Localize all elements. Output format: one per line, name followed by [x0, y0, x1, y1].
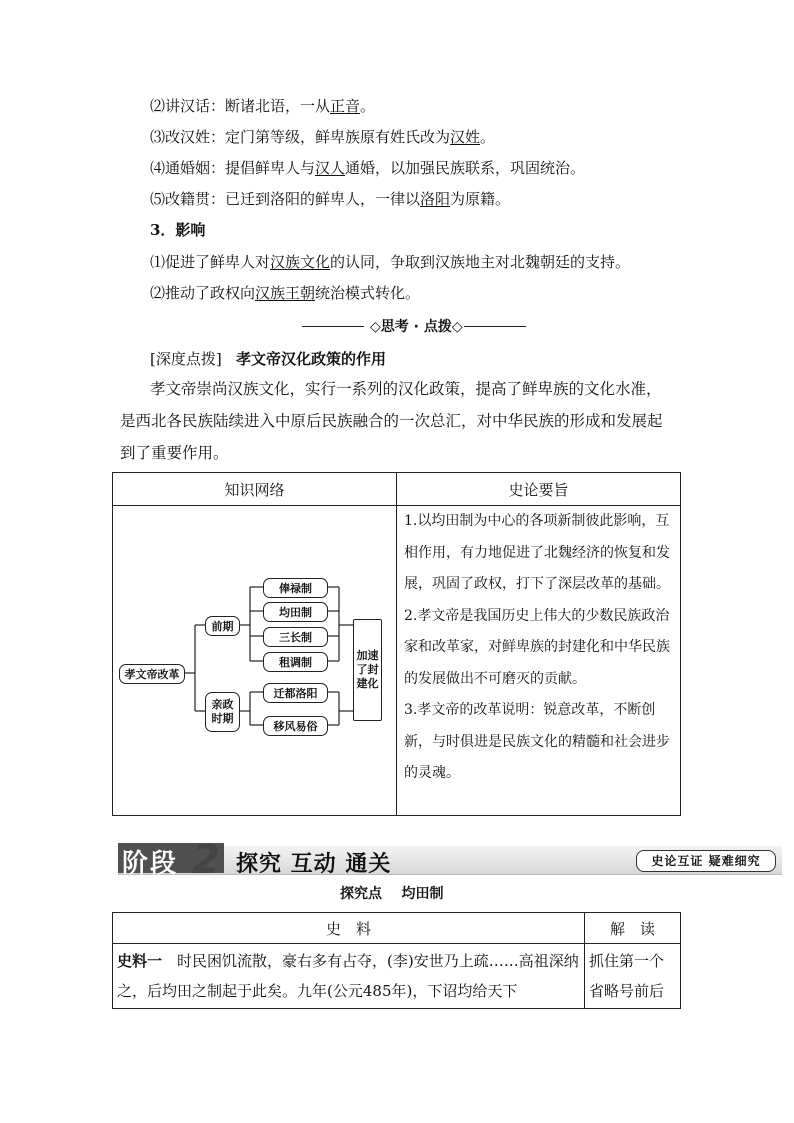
think-divider [302, 316, 526, 338]
knowledge-network-diagram [113, 506, 396, 815]
explore-heading: 探究点 均田制 [340, 886, 444, 902]
node-change-customs: 移风易俗 [263, 716, 328, 736]
divider-rule-left [302, 326, 364, 327]
deep-note-line-1: 孝文帝崇尚汉族文化，实行一系列的汉化政策，提高了鲜卑族的文化水准， [150, 380, 662, 398]
divider-rule-right [464, 326, 526, 327]
text-line-change-surname: ⑶改汉姓：定门第等级，鲜卑族原有姓氏改为汉姓。 [150, 128, 496, 146]
column-header-network: 知识网络 [113, 473, 397, 506]
node-move-capital: 迁都洛阳 [263, 683, 328, 703]
node-result: 加速 了封 建化 [353, 619, 382, 721]
text-line-speak-han: ⑵讲汉话：断诸北语，一从正音。 [150, 97, 376, 115]
source-table [112, 912, 681, 1009]
column-header-reading: 解 读 [585, 913, 681, 944]
node-equal-field: 均田制 [263, 602, 328, 622]
stage-badge: 史论互证 疑难细究 [636, 850, 776, 872]
column-header-source: 史 料 [113, 913, 585, 944]
source-row-reading: 抓住第一个省略号前后 [585, 944, 681, 1009]
node-early-period: 前期 [205, 616, 240, 636]
node-personal-rule: 亲政 时期 [205, 692, 240, 732]
stage-title: 探究 互动 通关 [236, 851, 392, 877]
point-3: 3.孝文帝的改革说明：锐意改革，不断创新，与时俱进是民族文化的精髓和社会进步的灵魂。 [404, 702, 670, 781]
answer-hanxing: 汉姓 [450, 128, 481, 146]
deep-note-heading: [深度点拨] 孝文帝汉化政策的作用 [150, 350, 387, 368]
node-three-chiefs: 三长制 [263, 627, 328, 647]
text-line-domicile: ⑸改籍贯：已迁到洛阳的鲜卑人，一律以洛阳为原籍。 [150, 190, 511, 208]
think-label: ◇思考 · 点拨◇ [370, 319, 463, 335]
node-salary-system: 俸禄制 [263, 578, 328, 598]
text-line-impact-2: ⑵推动了政权向汉族王朝统治模式转化。 [150, 284, 421, 302]
answer-luoyang: 洛阳 [420, 190, 451, 208]
point-2: 2.孝文帝是我国历史上伟大的少数民族政治家和改革家，对鲜卑族的封建化和中华民族的发展做出不可磨灭的贡献。 [404, 607, 670, 687]
text-line-intermarriage: ⑷通婚姻：提倡鲜卑人与汉人通婚，以加强民族联系，巩固统治。 [150, 159, 586, 177]
stage-number: 2 [192, 837, 220, 883]
network-cell [113, 506, 397, 816]
node-tax-system: 租调制 [263, 652, 328, 672]
stage-banner [118, 837, 782, 883]
answer-hanren: 汉人 [315, 159, 346, 177]
answer-hanzu-wenhua: 汉族文化 [270, 253, 331, 271]
deep-note-line-2: 是西北各民族陆续进入中原后民族融合的一次总汇，对中华民族的形成和发展起 [120, 412, 663, 430]
point-1: 1.以均田制为中心的各项新制彼此影响，互相作用，有力地促进了北魏经济的恢复和发展，巩固了政权，打下了深层改革的基础。 [404, 513, 670, 592]
source-row-text: 史料一 时民困饥流散，豪右多有占夺，(李)安世乃上疏……高祖深纳之，后均田之制起于此矣。九年(公元485年)，下诏均给天下 [113, 944, 585, 1009]
answer-hanzu-wangchao: 汉族王朝 [255, 284, 316, 302]
stage-label: 阶段 [122, 849, 179, 879]
text-line-impact-1: ⑴促进了鲜卑人对汉族文化的认同，争取到汉族地主对北魏朝廷的支持。 [150, 253, 631, 271]
knowledge-table [112, 472, 681, 816]
answer-zhengyin: 正音 [330, 97, 361, 115]
column-header-points: 史论要旨 [397, 473, 681, 506]
deep-note-line-3: 到了重要作用。 [120, 444, 229, 462]
section-heading-impact: 3．影响 [150, 221, 206, 239]
node-root: 孝文帝改革 [119, 664, 185, 684]
points-cell [397, 506, 681, 816]
